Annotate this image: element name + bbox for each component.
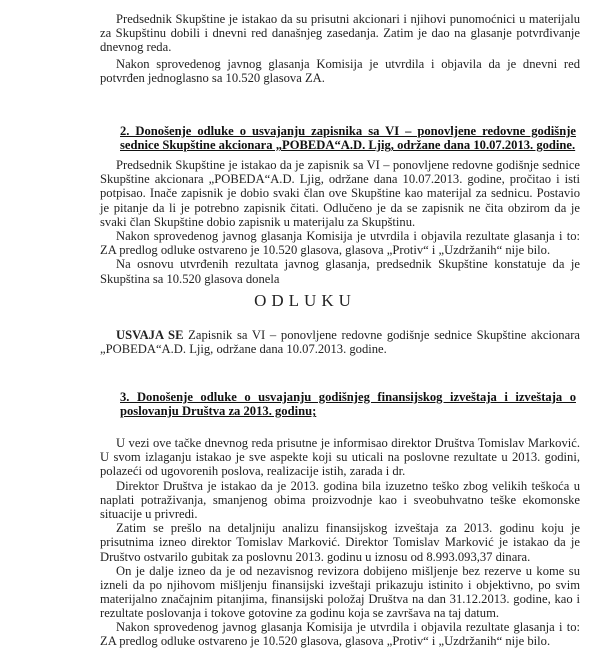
section-3-paragraph-1: U vezi ove tačke dnevnog reda prisutne je informisao direktor Društva Tomislav Marković. U svom izlaganju istakao je sve aspekte koji su uticali na poslovne rezultate u 2013. godini, polazeći od ugovorenih poslova, realizacije istih, zarada i dr. xyxy=(100,436,580,479)
section-3-vote-block xyxy=(100,620,580,648)
section-2-body xyxy=(100,158,580,286)
intro-block xyxy=(100,12,580,85)
intro-paragraph-2: Nakon sprovedenog javnog glasanja Komisija je utvrdila i objavila da je dnevni red potvrđen jednoglasno sa 10.520 glasova ZA. xyxy=(100,56,580,85)
section-3-paragraph-5: Nakon sprovedenog javnog glasanja Komisija je utvrdila i objavila rezultate glasanja i to: ZA predlog odluke ostvareno je 10.520 glasova, glasova „Protiv“ i „Uzdržanih“ nije bilo. xyxy=(100,620,580,649)
decision-block xyxy=(100,328,580,356)
intro-paragraph-1: Predsednik Skupštine je istakao da su prisutni akcionari i njihovi punomoćnici u materijalu za Skupštinu dobili i dnevni red današnjeg zasedanja. Zatim je dao na glasanje potvrđivanje dnevnog reda. xyxy=(100,12,580,55)
decision-verb: USVAJA SE xyxy=(116,328,184,342)
section-3-paragraph-3: Zatim se prešlo na detaljniju analizu finansijskog izveštaja za 2013. godinu koju je prisutnima izneo direktor Tomislav Marković. Direktor Tomislav Marković je istakao da je Društvo ostvarilo gubitak za poslovnu 2013. godinu u iznosu od 8.993.093,37 dinara. xyxy=(100,521,580,564)
section-3-paragraph-4: On je dalje izneo da je od nezavisnog revizora dobijeno mišljenje bez rezerve u kome su izneli da po njihovom mišljenju finansijski izveštaji prikazuju istinito i objektivno, po svim materijalno značajnim pitanjima, finansijski položaj Društva na dan 31.12.2013. godine, kao i rezultate poslovanja i tokove gotovine za godinu koja se završava na taj datum. xyxy=(100,563,580,621)
section-3-paragraph-2: Direktor Društva je istakao da je 2013. godina bila izuzetno teško zbog velikih teškoća u naplati potraživanja, smanjenog obima proizvodnje kao i sveobuhvatno teške ekomonske situacije u privredi. xyxy=(100,478,580,522)
section-2-paragraph-2: Nakon sprovedenog javnog glasanja Komisija je utvrdila i objavila rezultate glasanja i to: ZA predlog odluke ostvareno je 10.520 glasova, glasova „Protiv“ i „Uzdržanih“ nije bilo. xyxy=(100,229,580,258)
section-2-paragraph-1: Predsednik Skupštine je istakao da je zapisnik sa VI – ponovljene redovne godišnje sednice Skupštine akcionara „POBEDA“A.D. Ljig, održane dana 10.07.2013. godine, pročitao i isti potpisao. Inače zapisnik je dobio svaki član ove Skupštine kao materijal za sednicu. Postavio je pitanje da li je potrebno zapisnik čitati. Odlučeno je da se zapisnik ne čita obzirom da je svaki član Skupštine dobio zapisnik u materijalu za Skupštinu. xyxy=(100,158,580,229)
section-3-body xyxy=(100,436,580,621)
decision-title: ODLUKU xyxy=(254,291,356,310)
section-2-paragraph-3: Na osnovu utvrđenih rezultata javnog glasanja, predsednik Skupštine konstatuje da je Skupština sa 10.520 glasova donela xyxy=(100,257,580,286)
decision-text: Zapisnik sa VI – ponovljene redovne godišnje sednice Skupštine akcionara „POBEDA“A.D. Ljig, održane dana 10.07.2013. godine. xyxy=(100,328,580,357)
section-2-heading: 2. Donošenje odluke o usvajanju zapisnika sa VI – ponovljene redovne godišnje sednice Skupštine akcionara „POBEDA“A.D. Ljig, održane dana 10.07.2013. godine. xyxy=(120,124,576,153)
section-3-heading: 3. Donošenje odluke o usvajanju godišnjeg finansijskog izveštaja i izveštaja o poslovanju Društva za 2013. godinu; xyxy=(120,390,576,419)
